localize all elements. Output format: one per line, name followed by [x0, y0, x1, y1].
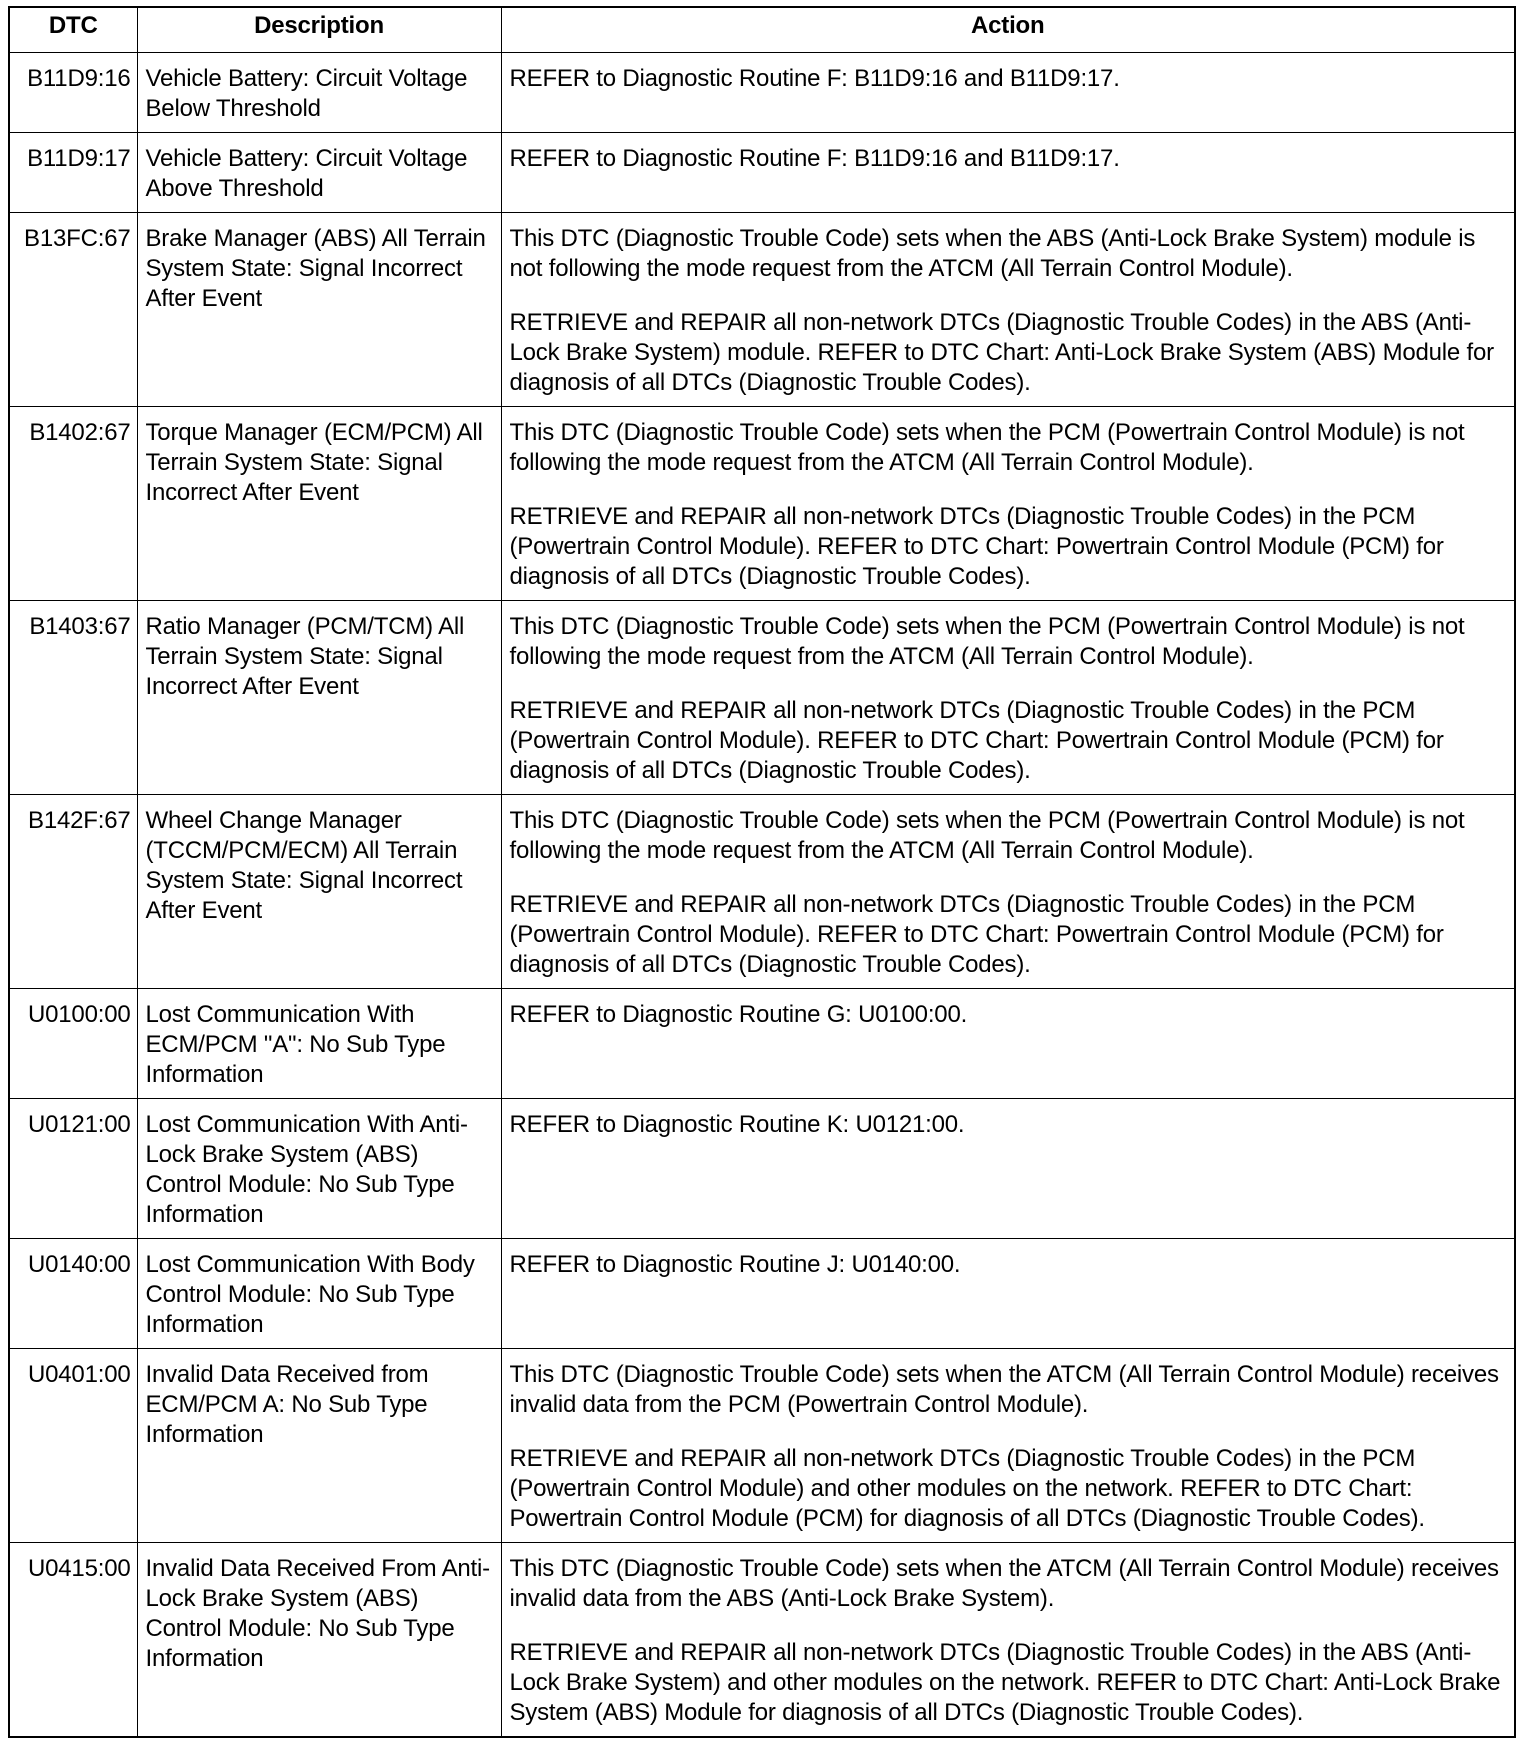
action-cell: [501, 601, 1515, 795]
table-row: [9, 213, 1515, 407]
action-paragraph: RETRIEVE and REPAIR all non-network DTCs (Diagnostic Trouble Codes) in the PCM (Powertrain Control Module) and other modules on the network. REFER to DTC Chart: Powertrain Control Module (PCM) for diagnosis of all DTCs (Diagnostic Trouble Codes).: [509, 1445, 1425, 1532]
description-cell: Lost Communication With Body Control Module: No Sub Type Information: [137, 1239, 501, 1349]
action-paragraph: RETRIEVE and REPAIR all non-network DTCs (Diagnostic Trouble Codes) in the PCM (Powertrain Control Module). REFER to DTC Chart: Powertrain Control Module (PCM) for diagnosis of all DTCs (Diagnostic Trouble Codes).: [509, 503, 1444, 590]
action-paragraph: This DTC (Diagnostic Trouble Code) sets when the ABS (Anti-Lock Brake System) module is not following the mode request from the ATCM (All Terrain Control Module).: [509, 225, 1476, 282]
action-cell: [501, 53, 1515, 133]
action-cell: [501, 213, 1515, 407]
table-row: [9, 1239, 1515, 1349]
table-row: [9, 53, 1515, 133]
dtc-code-cell: B1403:67: [9, 601, 137, 795]
action-paragraph: REFER to Diagnostic Routine G: U0100:00.: [509, 1001, 968, 1028]
dtc-code-cell: U0121:00: [9, 1099, 137, 1239]
table-row: [9, 133, 1515, 213]
dtc-code-cell: U0401:00: [9, 1349, 137, 1543]
dtc-code-cell: B1402:67: [9, 407, 137, 601]
dtc-code-cell: B13FC:67: [9, 213, 137, 407]
action-cell: [501, 1239, 1515, 1349]
description-cell: Lost Communication With Anti-Lock Brake System (ABS) Control Module: No Sub Type Information: [137, 1099, 501, 1239]
action-paragraph: This DTC (Diagnostic Trouble Code) sets when the ATCM (All Terrain Control Module) receives invalid data from the PCM (Powertrain Control Module).: [509, 1361, 1499, 1418]
dtc-code-cell: U0140:00: [9, 1239, 137, 1349]
action-paragraph: This DTC (Diagnostic Trouble Code) sets when the PCM (Powertrain Control Module) is not following the mode request from the ATCM (All Terrain Control Module).: [509, 613, 1465, 670]
action-cell: [501, 1543, 1515, 1738]
action-paragraph: RETRIEVE and REPAIR all non-network DTCs (Diagnostic Trouble Codes) in the ABS (Anti-Lock Brake System) and other modules on the network. REFER to DTC Chart: Anti-Lock Brake System (ABS) Module for diagnosis of all DTCs (Diagnostic Trouble Codes).: [509, 1639, 1501, 1726]
header-dtc: DTC: [9, 7, 137, 53]
table-row: [9, 601, 1515, 795]
description-cell: Invalid Data Received from ECM/PCM A: No Sub Type Information: [137, 1349, 501, 1543]
description-cell: Lost Communication With ECM/PCM "A": No Sub Type Information: [137, 989, 501, 1099]
action-paragraph: REFER to Diagnostic Routine F: B11D9:16 and B11D9:17.: [509, 145, 1120, 172]
action-cell: [501, 407, 1515, 601]
description-cell: Ratio Manager (PCM/TCM) All Terrain System State: Signal Incorrect After Event: [137, 601, 501, 795]
action-paragraph: RETRIEVE and REPAIR all non-network DTCs (Diagnostic Trouble Codes) in the PCM (Powertrain Control Module). REFER to DTC Chart: Powertrain Control Module (PCM) for diagnosis of all DTCs (Diagnostic Trouble Codes).: [509, 891, 1444, 978]
dtc-code-cell: B142F:67: [9, 795, 137, 989]
action-paragraph: This DTC (Diagnostic Trouble Code) sets when the PCM (Powertrain Control Module) is not following the mode request from the ATCM (All Terrain Control Module).: [509, 807, 1465, 864]
description-cell: Invalid Data Received From Anti-Lock Brake System (ABS) Control Module: No Sub Type Information: [137, 1543, 501, 1738]
description-cell: Vehicle Battery: Circuit Voltage Below Threshold: [137, 53, 501, 133]
table-row: [9, 407, 1515, 601]
action-paragraph: This DTC (Diagnostic Trouble Code) sets when the ATCM (All Terrain Control Module) receives invalid data from the ABS (Anti-Lock Brake System).: [509, 1555, 1499, 1612]
action-paragraph: REFER to Diagnostic Routine F: B11D9:16 and B11D9:17.: [509, 65, 1120, 92]
table-header-row: [9, 7, 1515, 53]
table-row: [9, 1543, 1515, 1738]
table-body: [9, 53, 1515, 1738]
action-paragraph: REFER to Diagnostic Routine J: U0140:00.: [509, 1251, 961, 1278]
action-paragraph: REFER to Diagnostic Routine K: U0121:00.: [509, 1111, 965, 1138]
header-action: Action: [501, 7, 1515, 53]
action-paragraph: RETRIEVE and REPAIR all non-network DTCs (Diagnostic Trouble Codes) in the ABS (Anti-Lock Brake System) module. REFER to DTC Chart: Anti-Lock Brake System (ABS) Module for diagnosis of all DTCs (Diagnostic Trouble Codes).: [509, 309, 1494, 396]
description-cell: Torque Manager (ECM/PCM) All Terrain System State: Signal Incorrect After Event: [137, 407, 501, 601]
dtc-code-cell: U0415:00: [9, 1543, 137, 1738]
table-row: [9, 795, 1515, 989]
action-cell: [501, 989, 1515, 1099]
dtc-code-cell: B11D9:16: [9, 53, 137, 133]
dtc-code-cell: B11D9:17: [9, 133, 137, 213]
description-cell: Brake Manager (ABS) All Terrain System State: Signal Incorrect After Event: [137, 213, 501, 407]
description-cell: Vehicle Battery: Circuit Voltage Above Threshold: [137, 133, 501, 213]
action-cell: [501, 1349, 1515, 1543]
action-cell: [501, 133, 1515, 213]
table-row: [9, 989, 1515, 1099]
description-cell: Wheel Change Manager (TCCM/PCM/ECM) All Terrain System State: Signal Incorrect After Event: [137, 795, 501, 989]
action-cell: [501, 1099, 1515, 1239]
action-paragraph: This DTC (Diagnostic Trouble Code) sets when the PCM (Powertrain Control Module) is not following the mode request from the ATCM (All Terrain Control Module).: [509, 419, 1465, 476]
header-description: Description: [137, 7, 501, 53]
action-paragraph: RETRIEVE and REPAIR all non-network DTCs (Diagnostic Trouble Codes) in the PCM (Powertrain Control Module). REFER to DTC Chart: Powertrain Control Module (PCM) for diagnosis of all DTCs (Diagnostic Trouble Codes).: [509, 697, 1444, 784]
table-row: [9, 1099, 1515, 1239]
table-row: [9, 1349, 1515, 1543]
dtc-code-cell: U0100:00: [9, 989, 137, 1099]
action-cell: [501, 795, 1515, 989]
dtc-table: [8, 6, 1516, 1738]
